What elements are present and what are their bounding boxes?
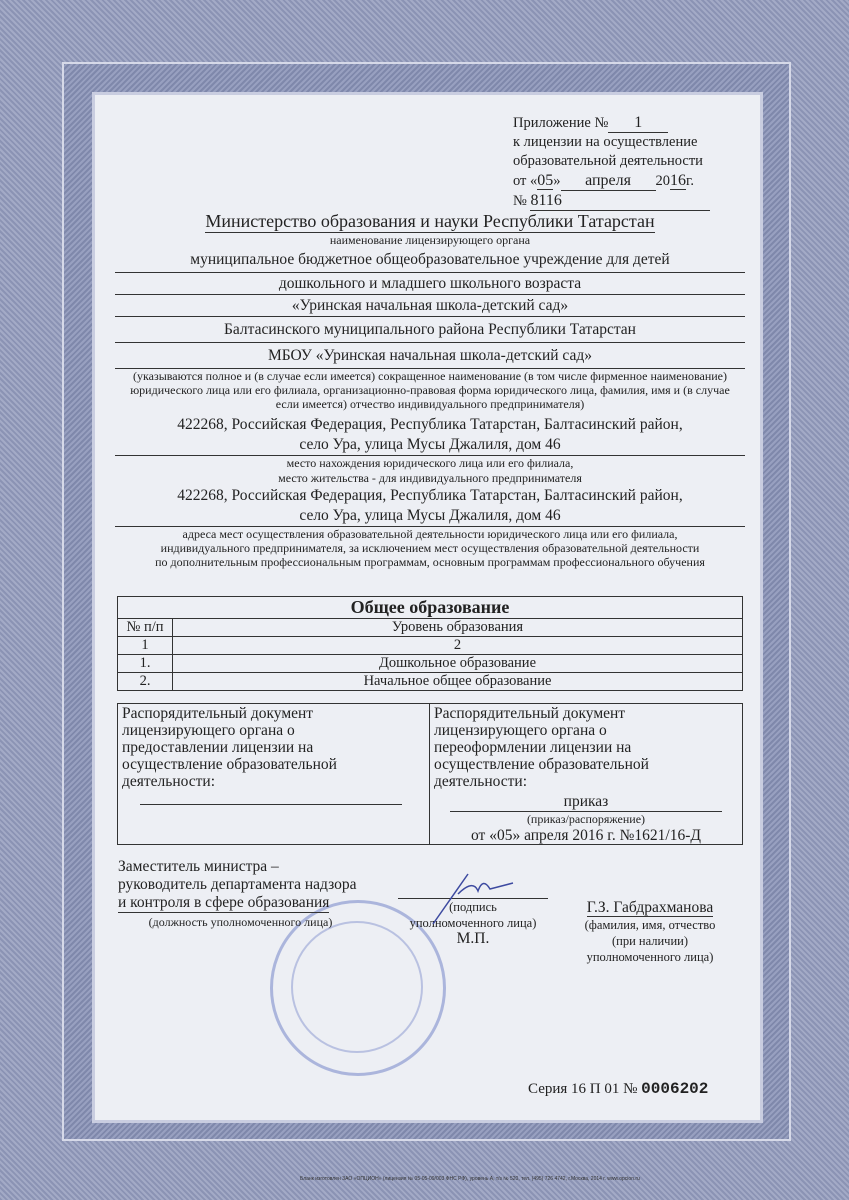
no-label: № xyxy=(513,193,527,209)
printer-imprint: Бланк изготовлен ЗАО «ОПЦИОН» (лицензия № 05-05-09/003 ФНС РФ), уровень А, т/з № 520, тел. (495) 726 4742, г.Москва, 2014 г. www.opcion.ru xyxy=(300,1176,640,1182)
sign-caption2: уполномоченного лица) xyxy=(409,916,537,930)
table-row xyxy=(118,673,743,691)
location-line1: 422268, Российская Федерация, Республика Татарстан, Балтасинский район, xyxy=(177,416,683,433)
position-line1: Заместитель министра – xyxy=(118,858,279,875)
index-cell: 2 xyxy=(173,637,743,655)
authority-caption: наименование лицензирующего органа xyxy=(329,233,531,247)
order-grant-text: Распорядительный документ лицензирующего органа о предоставлении лицензии на осуществление образовательной деятельности: xyxy=(122,705,337,790)
org-line3: «Уринская начальная школа-детский сад» xyxy=(115,295,745,317)
order-grant xyxy=(118,704,430,844)
activity-line2: село Ура, улица Мусы Джалиля, дом 46 xyxy=(115,506,745,527)
order-reissue xyxy=(430,704,742,844)
signatory-name: Г.З. Габдрахманова xyxy=(586,899,714,916)
position-block xyxy=(118,858,363,931)
table-title: Общее образование xyxy=(118,597,743,619)
authority-name: Министерство образования и науки Республики Татарстан xyxy=(205,211,655,231)
org-line2: дошкольного и младшего школьного возраста xyxy=(115,273,745,295)
order-type: приказ xyxy=(450,793,722,812)
serial-block xyxy=(528,1080,708,1098)
activity-line1: 422268, Российская Федерация, Республика Татарстан, Балтасинский район, xyxy=(177,487,683,504)
from-label: от « xyxy=(513,173,538,189)
header-number: № п/п xyxy=(118,619,173,637)
position-caption: (должность уполномоченного лица) xyxy=(148,915,333,929)
table-header-row xyxy=(118,619,743,637)
org-line1: муниципальное бюджетное общеобразовательное учреждение для детей xyxy=(115,248,745,273)
order-type-caption: (приказ/распоряжение) xyxy=(526,812,646,826)
header-block xyxy=(115,210,745,569)
row-number: 2. xyxy=(118,673,173,691)
org-short-name: МБОУ «Уринская начальная школа-детский сад» xyxy=(115,343,745,369)
license-number: 8116 xyxy=(530,191,710,211)
location-line2: село Ура, улица Мусы Джалиля, дом 46 xyxy=(115,435,745,456)
appendix-line1: к лицензии на осуществление xyxy=(513,134,698,150)
position-line2: руководитель департамента надзора xyxy=(118,876,357,893)
row-level: Дошкольное образование xyxy=(173,655,743,673)
year-prefix: 20 xyxy=(655,173,671,189)
org-caption: (указываются полное и (в случае если имеется) сокращенное наименование (в том числе фирменное наименование) юридического лица или его филиала, организационно-правовая форма юридического лица, фамилия, имя и (в случае если имеется) отчество индивидуального предпринимателя) xyxy=(130,369,730,411)
sign-caption1: (подпись xyxy=(449,900,497,914)
order-date-number: от «05» апреля 2016 г. №1621/16-Д xyxy=(471,827,701,844)
name-caption2: (при наличии) xyxy=(611,934,689,948)
index-cell: 1 xyxy=(118,637,173,655)
signature-mark xyxy=(428,869,518,929)
name-block xyxy=(565,900,735,965)
order-grant-blank xyxy=(140,804,402,805)
org-line4: Балтасинского муниципального района Республики Татарстан xyxy=(115,317,745,343)
location-caption1: место нахождения юридического лица или его филиала, xyxy=(286,456,574,470)
month: апреля xyxy=(561,171,656,191)
location-caption2: место жительства - для индивидуального предпринимателя xyxy=(278,471,582,485)
table-row xyxy=(118,655,743,673)
name-caption1: (фамилия, имя, отчество xyxy=(584,918,716,932)
serial-number: 0006202 xyxy=(641,1080,709,1098)
position-line3: и контроля в сфере образования xyxy=(118,894,330,911)
activity-caption: адреса мест осуществления образовательной деятельности юридического лица или его филиала, индивидуального предпринимателя, за исключением мест осуществления образовательной деятельности по дополнительным профессиональным программам, основным программам профессионального обучения xyxy=(155,527,705,569)
appendix-label: Приложение № xyxy=(513,115,609,131)
education-table xyxy=(117,596,743,691)
orders-box xyxy=(117,703,743,845)
order-reissue-text: Распорядительный документ лицензирующего органа о переоформлении лицензии на осуществление образовательной деятельности: xyxy=(434,705,649,790)
day: 05 xyxy=(537,172,554,189)
seal-place-label: М.П. xyxy=(456,930,490,947)
year-suffix: г. xyxy=(686,173,694,189)
appendix-number: 1 xyxy=(608,113,668,133)
day-close: » xyxy=(553,173,561,189)
appendix-line2: образовательной деятельности xyxy=(513,153,703,169)
year: 16 xyxy=(670,172,687,189)
appendix-block xyxy=(513,113,743,211)
row-level: Начальное общее образование xyxy=(173,673,743,691)
header-level: Уровень образования xyxy=(173,619,743,637)
signature-block xyxy=(398,898,548,947)
serial-label: Серия 16 П 01 № xyxy=(528,1081,638,1097)
name-caption3: уполномоченного лица) xyxy=(586,950,714,964)
row-number: 1. xyxy=(118,655,173,673)
table-index-row xyxy=(118,637,743,655)
